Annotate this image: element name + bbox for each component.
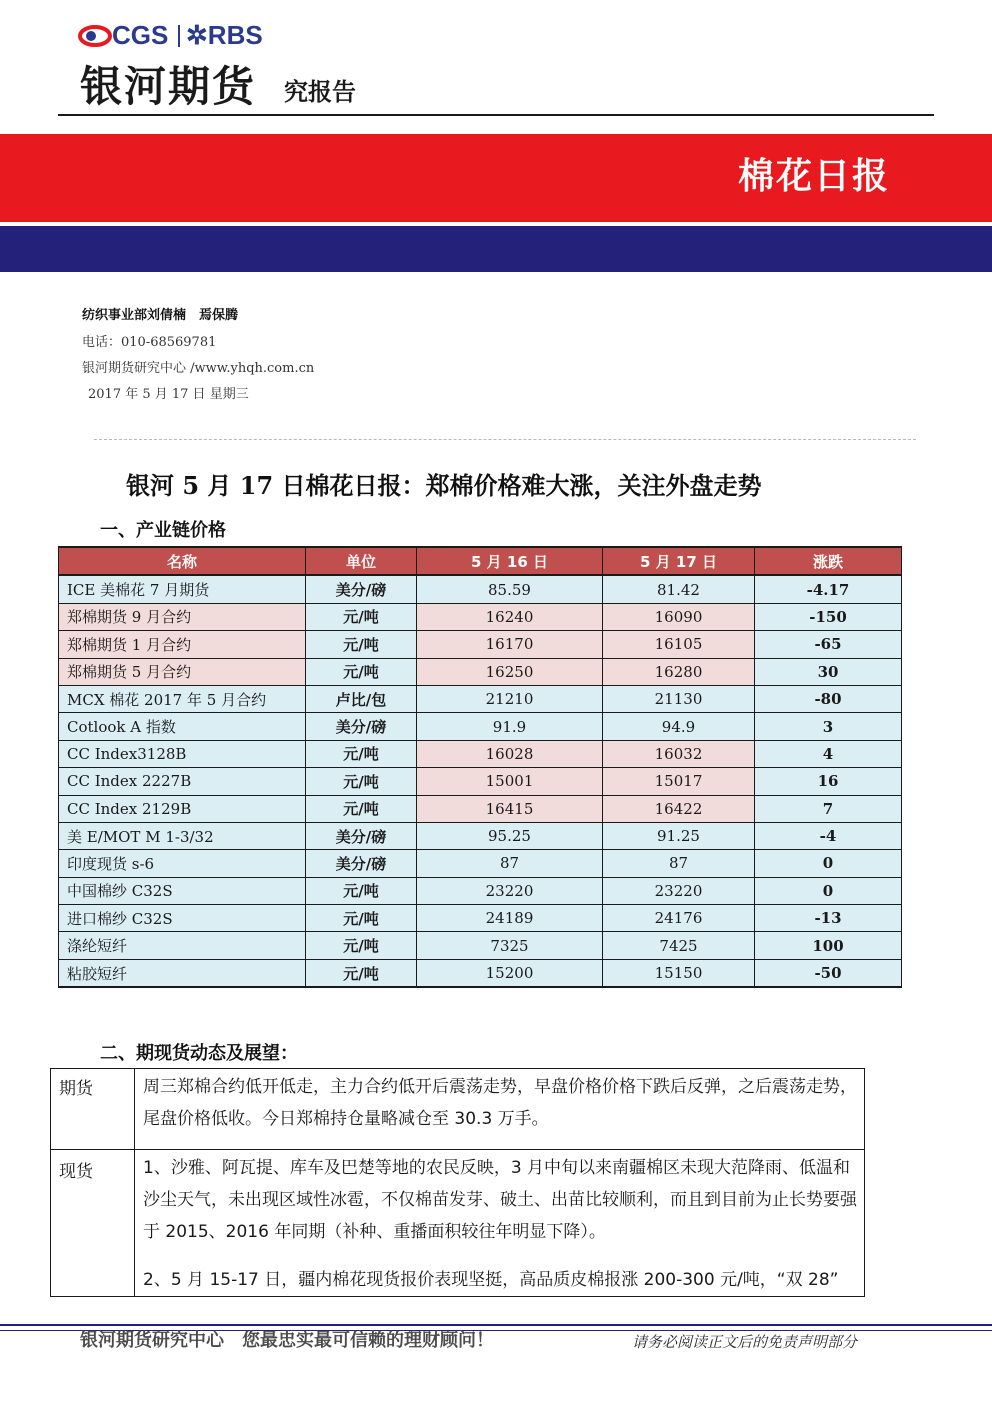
site-line[interactable]: 银河期货研究中心 /www.yhqh.com.cn bbox=[82, 361, 315, 376]
row-name: 中国棉纱 C32S bbox=[59, 877, 306, 904]
price-table bbox=[58, 546, 902, 988]
row-may17: 24176 bbox=[603, 905, 755, 932]
table-row bbox=[59, 795, 902, 822]
galaxy-logo-icon bbox=[78, 24, 112, 48]
row-unit: 元/吨 bbox=[306, 932, 417, 959]
row-change: 16 bbox=[755, 768, 902, 795]
row-unit: 美分/磅 bbox=[306, 575, 417, 603]
header-change: 涨跌 bbox=[755, 547, 902, 575]
row-name: 郑棉期货 1 月合约 bbox=[59, 631, 306, 658]
row-change: -80 bbox=[755, 685, 902, 712]
table-row bbox=[59, 631, 902, 658]
row-name: CC Index 2227B bbox=[59, 768, 306, 795]
row-may17: 91.25 bbox=[603, 822, 755, 849]
row-may17: 21130 bbox=[603, 685, 755, 712]
dynamics-table bbox=[50, 1068, 865, 1297]
spot-text bbox=[135, 1150, 865, 1297]
row-change: 3 bbox=[755, 713, 902, 740]
row-may17: 16105 bbox=[603, 631, 755, 658]
report-subtitle: 究报告 bbox=[284, 78, 356, 106]
row-may16: 91.9 bbox=[417, 713, 603, 740]
rbs-mark-icon: ✲ bbox=[186, 20, 208, 50]
row-may16: 7325 bbox=[417, 932, 603, 959]
row-unit: 美分/磅 bbox=[306, 822, 417, 849]
row-change: -4.17 bbox=[755, 575, 902, 603]
dashed-divider bbox=[94, 439, 916, 440]
row-unit: 卢比/包 bbox=[306, 685, 417, 712]
row-may16: 85.59 bbox=[417, 575, 603, 603]
row-may17: 15017 bbox=[603, 768, 755, 795]
spot-paragraph-1: 1、沙雅、阿瓦提、库车及巴楚等地的农民反映，3 月中旬以来南疆棉区未现大范降雨、低温和沙尘天气，未出现区域性冰雹，不仅棉苗发芽、破土、出苗比较顺利，而且到目前为止长势要强于 2015、2016 年同期（补种、重播面积较往年明显下降）。 bbox=[143, 1158, 857, 1242]
row-unit: 元/吨 bbox=[306, 740, 417, 767]
row-change: 4 bbox=[755, 740, 902, 767]
author-line: 纺织事业部刘倩楠 焉保腾 bbox=[82, 308, 239, 323]
row-may17: 16422 bbox=[603, 795, 755, 822]
row-may17: 23220 bbox=[603, 877, 755, 904]
row-change: -65 bbox=[755, 631, 902, 658]
header-unit: 单位 bbox=[306, 547, 417, 575]
row-unit: 元/吨 bbox=[306, 768, 417, 795]
row-change: -13 bbox=[755, 905, 902, 932]
footer-disclaimer: 请务必阅读正文后的免责声明部分 bbox=[632, 1333, 858, 1351]
header-rule bbox=[58, 114, 934, 116]
logo-cgs: CGS bbox=[112, 20, 169, 50]
document-title: 银河 5 月 17 日棉花日报：郑棉价格难大涨，关注外盘走势 bbox=[126, 471, 762, 500]
row-may16: 15200 bbox=[417, 959, 603, 987]
row-name: 郑棉期货 9 月合约 bbox=[59, 603, 306, 630]
row-may16: 16240 bbox=[417, 603, 603, 630]
company-name: 银河期货 bbox=[80, 62, 257, 111]
table-row bbox=[59, 850, 902, 877]
row-may16: 95.25 bbox=[417, 822, 603, 849]
row-change: 100 bbox=[755, 932, 902, 959]
row-unit: 元/吨 bbox=[306, 877, 417, 904]
row-may16: 87 bbox=[417, 850, 603, 877]
header-may17: 5 月 17 日 bbox=[603, 547, 755, 575]
table-row bbox=[59, 959, 902, 987]
row-may17: 15150 bbox=[603, 959, 755, 987]
row-change: 30 bbox=[755, 658, 902, 685]
footer-slogan: 银河期货研究中心 您最忠实最可信赖的理财顾问！ bbox=[80, 1330, 494, 1351]
futures-row bbox=[51, 1069, 865, 1150]
table-row bbox=[59, 685, 902, 712]
banner-title: 棉花日报 bbox=[737, 156, 890, 197]
row-change: -4 bbox=[755, 822, 902, 849]
row-name: 印度现货 s-6 bbox=[59, 850, 306, 877]
header-may16: 5 月 16 日 bbox=[417, 547, 603, 575]
price-table-header bbox=[59, 547, 902, 575]
row-may16: 16415 bbox=[417, 795, 603, 822]
row-unit: 元/吨 bbox=[306, 631, 417, 658]
row-may16: 16028 bbox=[417, 740, 603, 767]
row-unit: 元/吨 bbox=[306, 905, 417, 932]
futures-label: 期货 bbox=[51, 1069, 135, 1150]
row-name: Cotlook A 指数 bbox=[59, 713, 306, 740]
spot-paragraph-2: 2、5 月 15-17 日，疆内棉花现货报价表现坚挺，高品质皮棉报涨 200-300 元/吨，“双 28” bbox=[143, 1270, 839, 1290]
row-change: 7 bbox=[755, 795, 902, 822]
spot-label: 现货 bbox=[51, 1150, 135, 1297]
row-may16: 16250 bbox=[417, 658, 603, 685]
logo-rbs bbox=[186, 20, 263, 51]
row-name: MCX 棉花 2017 年 5 月合约 bbox=[59, 685, 306, 712]
spot-row bbox=[51, 1150, 865, 1297]
row-change: -150 bbox=[755, 603, 902, 630]
row-may16: 16170 bbox=[417, 631, 603, 658]
row-name: 美 E/MOT M 1-3/32 bbox=[59, 822, 306, 849]
futures-text: 周三郑棉合约低开低走，主力合约低开后震荡走势，早盘价格价格下跌后反弹，之后震荡走势，尾盘价格低收。今日郑棉持仓量略减仓至 30.3 万手。 bbox=[135, 1069, 865, 1150]
row-may16: 15001 bbox=[417, 768, 603, 795]
logo-rbs-text: RBS bbox=[207, 20, 263, 50]
table-row bbox=[59, 740, 902, 767]
row-change: 0 bbox=[755, 877, 902, 904]
row-may17: 81.42 bbox=[603, 575, 755, 603]
row-unit: 元/吨 bbox=[306, 658, 417, 685]
row-may17: 16280 bbox=[603, 658, 755, 685]
row-name: CC Index3128B bbox=[59, 740, 306, 767]
row-name: ICE 美棉花 7 月期货 bbox=[59, 575, 306, 603]
row-unit: 元/吨 bbox=[306, 795, 417, 822]
row-name: 进口棉纱 C32S bbox=[59, 905, 306, 932]
header-name: 名称 bbox=[59, 547, 306, 575]
section-heading-prices: 一、产业链价格 bbox=[100, 520, 226, 541]
row-unit: 美分/磅 bbox=[306, 850, 417, 877]
row-unit: 元/吨 bbox=[306, 959, 417, 987]
table-row bbox=[59, 822, 902, 849]
row-change: 0 bbox=[755, 850, 902, 877]
table-row bbox=[59, 905, 902, 932]
table-row bbox=[59, 768, 902, 795]
row-may17: 16090 bbox=[603, 603, 755, 630]
row-unit: 元/吨 bbox=[306, 603, 417, 630]
row-may16: 23220 bbox=[417, 877, 603, 904]
table-row bbox=[59, 932, 902, 959]
row-may16: 24189 bbox=[417, 905, 603, 932]
logo-separator bbox=[178, 25, 180, 47]
date-line: 2017 年 5 月 17 日 星期三 bbox=[88, 387, 249, 402]
table-row bbox=[59, 603, 902, 630]
row-may17: 87 bbox=[603, 850, 755, 877]
row-may17: 16032 bbox=[603, 740, 755, 767]
row-name: 涤纶短纤 bbox=[59, 932, 306, 959]
row-name: 粘胶短纤 bbox=[59, 959, 306, 987]
table-row bbox=[59, 575, 902, 603]
row-unit: 美分/磅 bbox=[306, 713, 417, 740]
row-name: CC Index 2129B bbox=[59, 795, 306, 822]
table-row bbox=[59, 713, 902, 740]
blue-banner bbox=[0, 226, 992, 272]
phone-line: 电话：010-68569781 bbox=[82, 335, 217, 350]
row-may17: 94.9 bbox=[603, 713, 755, 740]
table-row bbox=[59, 658, 902, 685]
section-heading-dynamics: 二、期现货动态及展望： bbox=[100, 1043, 298, 1064]
row-may17: 7425 bbox=[603, 932, 755, 959]
row-may16: 21210 bbox=[417, 685, 603, 712]
row-change: -50 bbox=[755, 959, 902, 987]
row-name: 郑棉期货 5 月合约 bbox=[59, 658, 306, 685]
table-row bbox=[59, 877, 902, 904]
